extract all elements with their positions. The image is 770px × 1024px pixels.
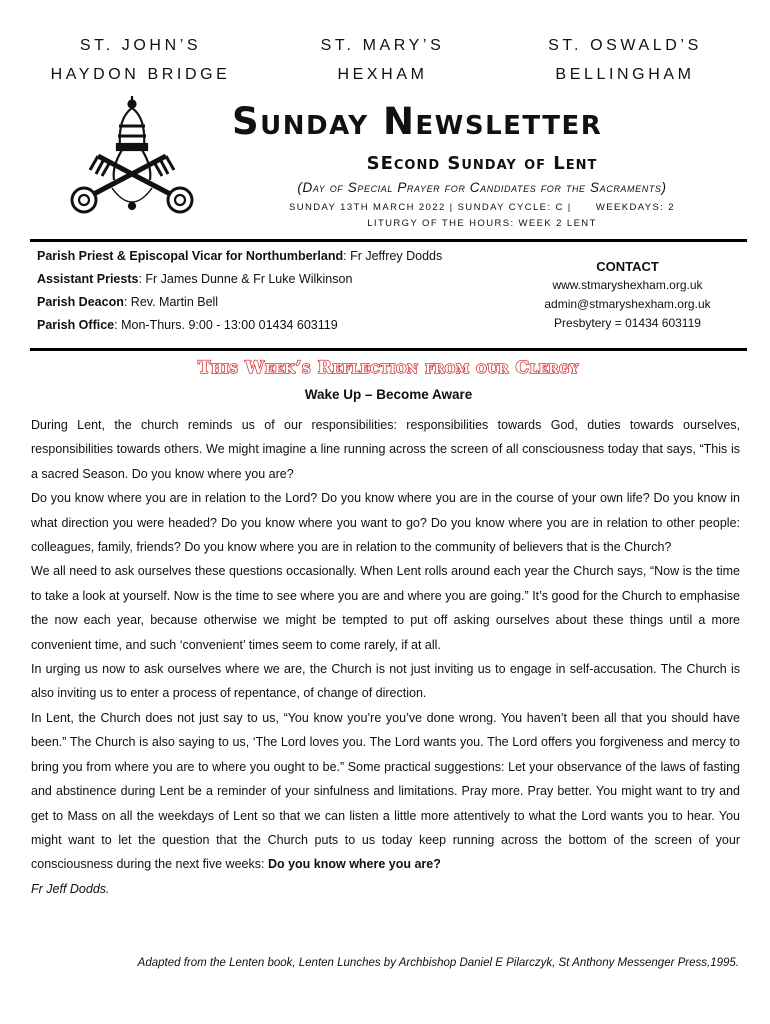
- staff-names: Fr Jeffrey Dodds: [350, 249, 443, 263]
- staff-names: Fr James Dunne & Fr Luke Wilkinson: [145, 272, 353, 286]
- staff-role: Parish Office: [37, 318, 115, 332]
- staff-role: Parish Deacon: [37, 295, 124, 309]
- reflection-paragraph: We all need to ask ourselves these questions occasionally. When Lent rolls around each year the Church says, “Now is the time to take a look at yourself. Now is the time to see where you are and where you are going.” It’s good for the Church to emphasise the now each year, because otherwise we might be tempted to put off asking ourselves about these things until a more convenient time, and such ‘convenient’ times seem to come rarely, if at all.: [31, 564, 740, 652]
- parish-st-johns: [28, 31, 253, 89]
- parish-st-marys: [290, 31, 475, 89]
- newsletter-title: Sunday Newsletter: [232, 100, 603, 143]
- parish-header: [0, 31, 770, 91]
- parish-place: BELLINGHAM: [555, 66, 695, 83]
- reflection-title: Wake Up – Become Aware: [304, 387, 473, 402]
- special-day-line: (Day of Special Prayer for Candidates for the Sacraments): [297, 180, 667, 195]
- divider-rule: [30, 348, 747, 351]
- parish-name: ST. MARY’S: [320, 37, 445, 54]
- staff-names: Mon-Thurs. 9:00 - 13:00 01434 603119: [121, 318, 338, 332]
- parish-place: HAYDON BRIDGE: [50, 66, 231, 83]
- staff-row-office: Parish Office: Mon-Thurs. 9:00 - 13:00 01434 603119: [37, 318, 338, 332]
- contact-email-link[interactable]: admin@stmaryshexham.org.uk: [544, 297, 711, 311]
- source-credit: Adapted from the Lenten book, Lenten Lunches by Archbishop Daniel E Pilarczyk, St Anthony Messenger Press,1995.: [137, 957, 739, 969]
- parish-staff: [37, 245, 517, 337]
- closing-question: Do you know where you are?: [267, 857, 441, 872]
- staff-row-assistant-priests: Assistant Priests: Fr James Dunne & Fr Luke Wilkinson: [37, 272, 353, 286]
- staff-role: Assistant Priests: [37, 272, 139, 286]
- staff-row-deacon: Parish Deacon: Rev. Martin Bell: [37, 295, 219, 309]
- parish-st-oswalds: [520, 31, 730, 89]
- parish-name: ST. OSWALD’S: [548, 37, 702, 54]
- reflection-paragraph: In urging us now to ask ourselves where we are, the Church is not just inviting us to engage in self-accusation. The Church is also inviting us to enter a process of repentance, of change of direction.: [31, 662, 740, 701]
- contact-website-link[interactable]: www.stmaryshexham.org.uk: [552, 278, 703, 292]
- reflection-paragraph: During Lent, the church reminds us of our responsibilities: responsibilities towards God, duties towards ourselves, responsibilities towards others. We might imagine a line running across the screen of all consciousness today that says, “This is a sacred Season. Do you know where you are?: [31, 418, 740, 481]
- sunday-subtitle: SEcond Sunday of Lent: [366, 153, 598, 174]
- date-cycle-line: SUNDAY 13TH MARCH 2022 | SUNDAY CYCLE: C | WEEKDAYS: 2: [289, 202, 675, 213]
- divider-rule: [30, 239, 747, 242]
- reflection-heading: This Week’s Reflection from our Clergy: [198, 358, 579, 378]
- liturgical-cycle: [232, 200, 732, 232]
- reflection-paragraph: Do you know where you are in relation to the Lord? Do you know where you are in the course of your own life? Do you know in what direction you were headed? Do you know where you want to go? Do you know where you are in relation to other people: colleagues, family, friends? Do you know where you are in relation to the community of believers that is the Church?: [31, 491, 740, 555]
- staff-role: Parish Priest & Episcopal Vicar for Northumberland: [37, 249, 344, 263]
- liturgy-hours-line: LITURGY OF THE HOURS: WEEK 2 LENT: [367, 218, 597, 229]
- reflection-body: [31, 413, 740, 901]
- contact-box: [520, 257, 735, 333]
- reflection-signature: Fr Jeff Dodds.: [31, 881, 110, 896]
- papal-keys-tiara-crest-icon: [62, 96, 202, 220]
- parish-name: ST. JOHN’S: [79, 37, 202, 54]
- reflection-paragraph-final: In Lent, the Church does not just say to us, “You know you’re you’ve done wrong. You haven’t been all that you should have been.” The Church is also saying to us, ‘The Lord loves you. The Lord wants you. The Lord offers you forgiveness and mercy to bring you from where you are to where you ought to be.” Some practical suggestions: Let your observance of the laws of fasting and abstinence during Lent be a reminder of your sinfulness and limitations. Pray more. Pray better. You might want to try and get to Mass on all the weekdays of Lent so that we can listen a little more attentively to what the Lord wants you to hear. You might want to let the question that the Church puts to us today keep running across the bottom of the screen of your consciousness during the next five weeks: Do you know where you are?: [31, 710, 740, 872]
- contact-presbytery-phone: Presbytery = 01434 603119: [554, 316, 701, 330]
- parish-place: HEXHAM: [337, 66, 428, 83]
- staff-row-parish-priest: Parish Priest & Episcopal Vicar for Northumberland: Fr Jeffrey Dodds: [37, 249, 443, 263]
- staff-names: Rev. Martin Bell: [130, 295, 219, 309]
- contact-heading: CONTACT: [596, 259, 659, 274]
